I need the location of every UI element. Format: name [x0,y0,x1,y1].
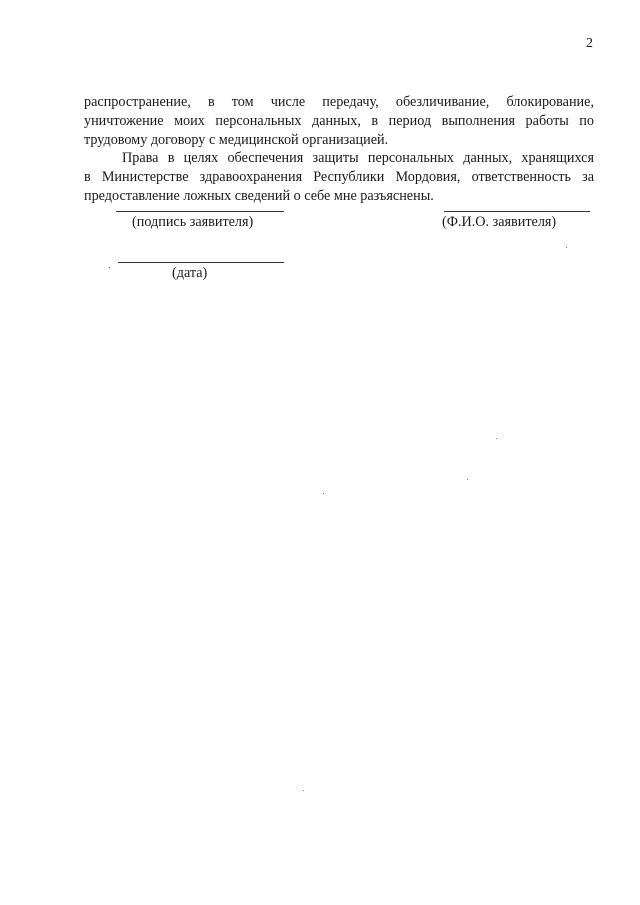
scan-speck [303,790,304,791]
paragraph-line: предоставление ложных сведений о себе мне разъяснены. [84,188,434,204]
name-label: (Ф.И.О. заявителя) [442,214,557,230]
scan-speck [496,438,497,439]
scan-speck [323,493,324,494]
name-line [444,211,590,212]
paragraph-line: распространение, в том числе передачу, обезличивание, блокирование, [84,94,594,110]
scan-speck [467,479,468,480]
scan-speck [109,267,110,268]
scan-speck [566,247,567,248]
paragraph-rights [84,149,594,206]
paragraph-consent [84,93,594,150]
date-label: (дата) [172,265,208,281]
paragraph-line: Права в целях обеспечения защиты персональных данных, хранящихся [122,150,594,166]
paragraph-line: в Министерстве здравоохранения Республики Мордовия, ответственность за [84,169,594,185]
signature-label: (подпись заявителя) [132,214,254,230]
paragraph-line: трудовому договору с медицинской организацией. [84,132,389,148]
signature-line [116,211,284,212]
date-line [118,262,284,263]
paragraph-line: уничтожение моих персональных данных, в период выполнения работы по [84,113,594,129]
page-number: 2 [586,36,593,51]
